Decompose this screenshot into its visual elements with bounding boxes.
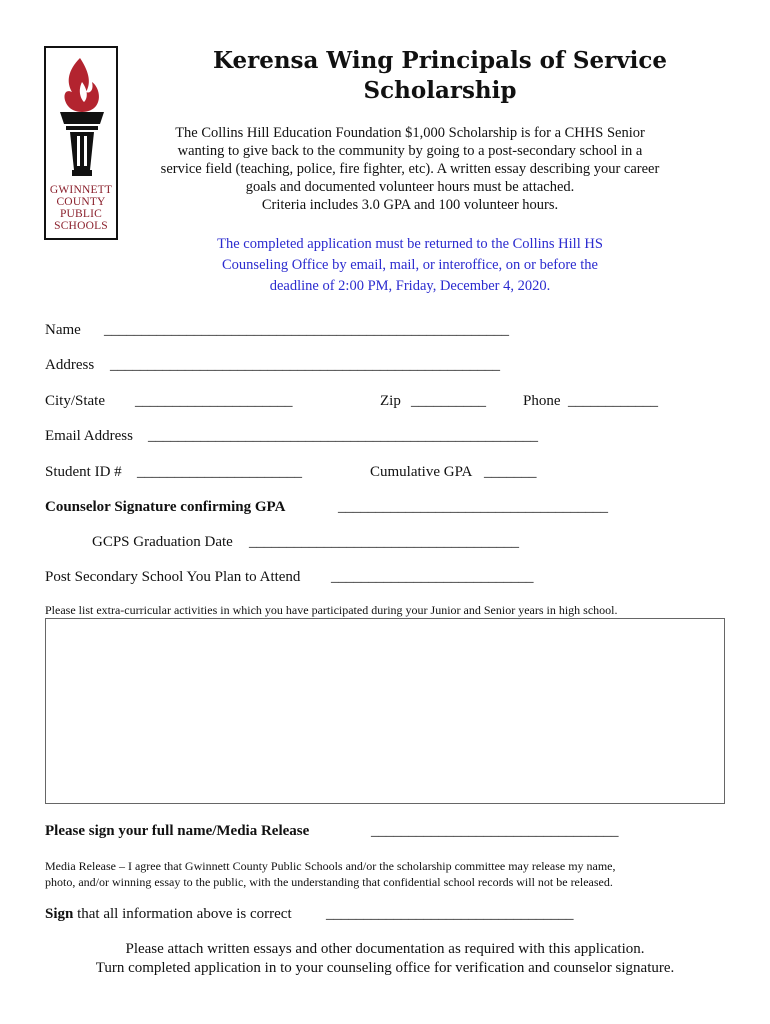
media-release-text-line1: Media Release – I agree that Gwinnett County Public Schools and/or the scholarship committee may release my name, [45, 859, 616, 873]
sign-line [45, 906, 292, 923]
counselor-signature-label: Counselor Signature confirming GPA [45, 499, 286, 515]
counselor-signature-field[interactable]: ____________________________________ [338, 499, 608, 515]
address-field[interactable]: ____________________________________________________ [110, 357, 500, 373]
closing-instructions: Please attach written essays and other documentation as required with this application. Turn completed application in to your counseling office for verification and counselor signature. [95, 941, 675, 976]
post-secondary-field[interactable]: ___________________________ [331, 569, 534, 585]
activities-textarea[interactable] [45, 618, 725, 804]
gcps-logo [44, 46, 118, 240]
page-title: Kerensa Wing Principals of Service Scholarship [212, 47, 668, 104]
graduation-date-field[interactable]: ____________________________________ [249, 534, 519, 550]
gpa-field[interactable]: _______ [484, 464, 537, 480]
media-release-text-line2: photo, and/or winning essay to the public, with the understanding that confidential school records will not be released. [45, 875, 613, 889]
city-state-field[interactable]: _____________________ [135, 393, 293, 409]
zip-label: Zip [380, 393, 401, 409]
address-label: Address [45, 357, 95, 373]
phone-label: Phone [523, 393, 561, 409]
student-id-field[interactable]: ______________________ [137, 464, 302, 480]
post-secondary-label: Post Secondary School You Plan to Attend [45, 569, 301, 585]
gpa-label: Cumulative GPA [370, 464, 473, 480]
name-label: Name [45, 322, 81, 338]
name-field[interactable]: ______________________________________________________ [104, 322, 509, 338]
intro-paragraph: The Collins Hill Education Foundation $1,000 Scholarship is for a CHHS Senior wanting to give back to the community by going to a post-secondary school in a service field (teaching, police, fire fighter, etc). A written essay describing your career goals and documented volunteer hours must be attached. Criteria includes 3.0 GPA and 100 volunteer hours. [160, 125, 660, 213]
logo-wordmark: GWINNETT COUNTY PUBLIC SCHOOLS [49, 184, 113, 232]
email-label: Email Address [45, 428, 133, 444]
phone-field[interactable]: ____________ [568, 393, 658, 409]
activities-prompt: Please list extra-curricular activities in which you have participated during your Junior and Senior years in high school. [45, 603, 618, 617]
city-state-label: City/State [45, 393, 105, 409]
sign-bold-label: Sign [45, 906, 74, 922]
media-release-label: Please sign your full name/Media Release [45, 823, 310, 839]
zip-field[interactable]: __________ [411, 393, 486, 409]
deadline-notice: The completed application must be returned to the Collins Hill HS Counseling Office by email, mail, or interoffice, on or before the deadline of 2:00 PM, Friday, December 4, 2020. [217, 236, 603, 294]
sign-label: that all information above is correct [77, 906, 292, 922]
student-id-label: Student ID # [45, 464, 122, 480]
email-field[interactable]: ____________________________________________________ [148, 428, 538, 444]
torch-icon [50, 52, 114, 182]
media-release-signature-field[interactable]: _________________________________ [371, 823, 619, 839]
graduation-date-label: GCPS Graduation Date [92, 534, 233, 550]
sign-field[interactable]: _________________________________ [326, 906, 574, 922]
